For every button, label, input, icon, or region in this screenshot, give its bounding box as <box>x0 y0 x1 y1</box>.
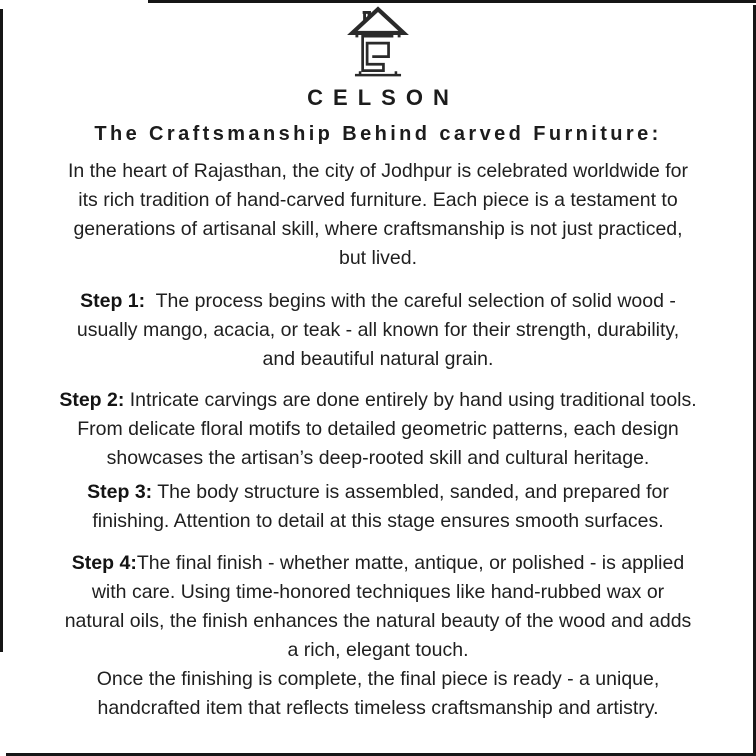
article-body <box>0 147 756 723</box>
text-run: In the heart of Rajasthan, the city of Jodhpur is celebrated worldwide for <box>67 160 688 182</box>
text-line <box>10 316 746 345</box>
text-line <box>10 665 746 694</box>
text-run: its rich tradition of hand-carved furniture. Each piece is a testament to <box>78 189 678 211</box>
text-run: Intricate carvings are done entirely by hand using traditional tools. <box>124 389 697 411</box>
text-line <box>10 549 746 578</box>
paragraph <box>10 287 746 374</box>
paragraph <box>10 386 746 473</box>
text-run: but lived. <box>338 247 418 269</box>
step-label: Step 4: <box>71 552 137 574</box>
text-run: usually mango, acacia, or teak - all known for their strength, durability, <box>76 319 680 341</box>
brand-name: CELSON <box>307 85 459 110</box>
paragraph <box>10 157 746 273</box>
text-line <box>10 694 746 723</box>
text-line <box>10 215 746 244</box>
text-line <box>10 244 746 273</box>
step-label: Step 1: <box>80 290 146 312</box>
text-line <box>10 507 746 536</box>
text-run: natural oils, the finish enhances the natural beauty of the wood and adds <box>64 610 692 632</box>
paragraph <box>10 478 746 536</box>
step-label: Step 2: <box>59 389 125 411</box>
text-run: From delicate floral motifs to detailed geometric patterns, each design <box>77 418 679 440</box>
text-line <box>10 287 746 316</box>
text-line <box>10 578 746 607</box>
text-line <box>10 444 746 473</box>
spiral-s-monogram-icon <box>363 36 394 71</box>
text-run: The final finish - whether matte, antique, or polished - is applied <box>136 552 685 574</box>
text-run: with care. Using time-honored techniques like hand-rubbed wax or <box>91 581 665 603</box>
text-run: and beautiful natural grain. <box>262 348 494 370</box>
page-title: The Craftsmanship Behind carved Furniture: <box>94 123 662 145</box>
step-label: Step 3: <box>87 481 153 503</box>
house-monogram-logo-icon <box>346 4 410 81</box>
text-line <box>10 345 746 374</box>
text-run: generations of artisanal skill, where craftsmanship is not just practiced, <box>73 218 683 240</box>
paragraph <box>10 549 746 723</box>
text-run: a rich, elegant touch. <box>287 639 469 661</box>
text-line <box>10 607 746 636</box>
text-run: handcrafted item that reflects timeless craftsmanship and artistry. <box>97 697 659 719</box>
text-line <box>10 186 746 215</box>
text-line <box>10 636 746 665</box>
text-run: showcases the artisan’s deep-rooted skill and cultural heritage. <box>106 447 650 469</box>
text-run: finishing. Attention to detail at this stage ensures smooth surfaces. <box>92 510 664 532</box>
text-run: The body structure is assembled, sanded, and prepared for <box>152 481 669 503</box>
text-run: Once the finishing is complete, the final piece is ready - a unique, <box>96 668 660 690</box>
text-run: The process begins with the careful selection of solid wood - <box>145 290 676 312</box>
text-line <box>10 386 746 415</box>
roof-icon <box>352 9 403 33</box>
text-line <box>10 157 746 186</box>
text-line <box>10 415 746 444</box>
text-line <box>10 478 746 507</box>
